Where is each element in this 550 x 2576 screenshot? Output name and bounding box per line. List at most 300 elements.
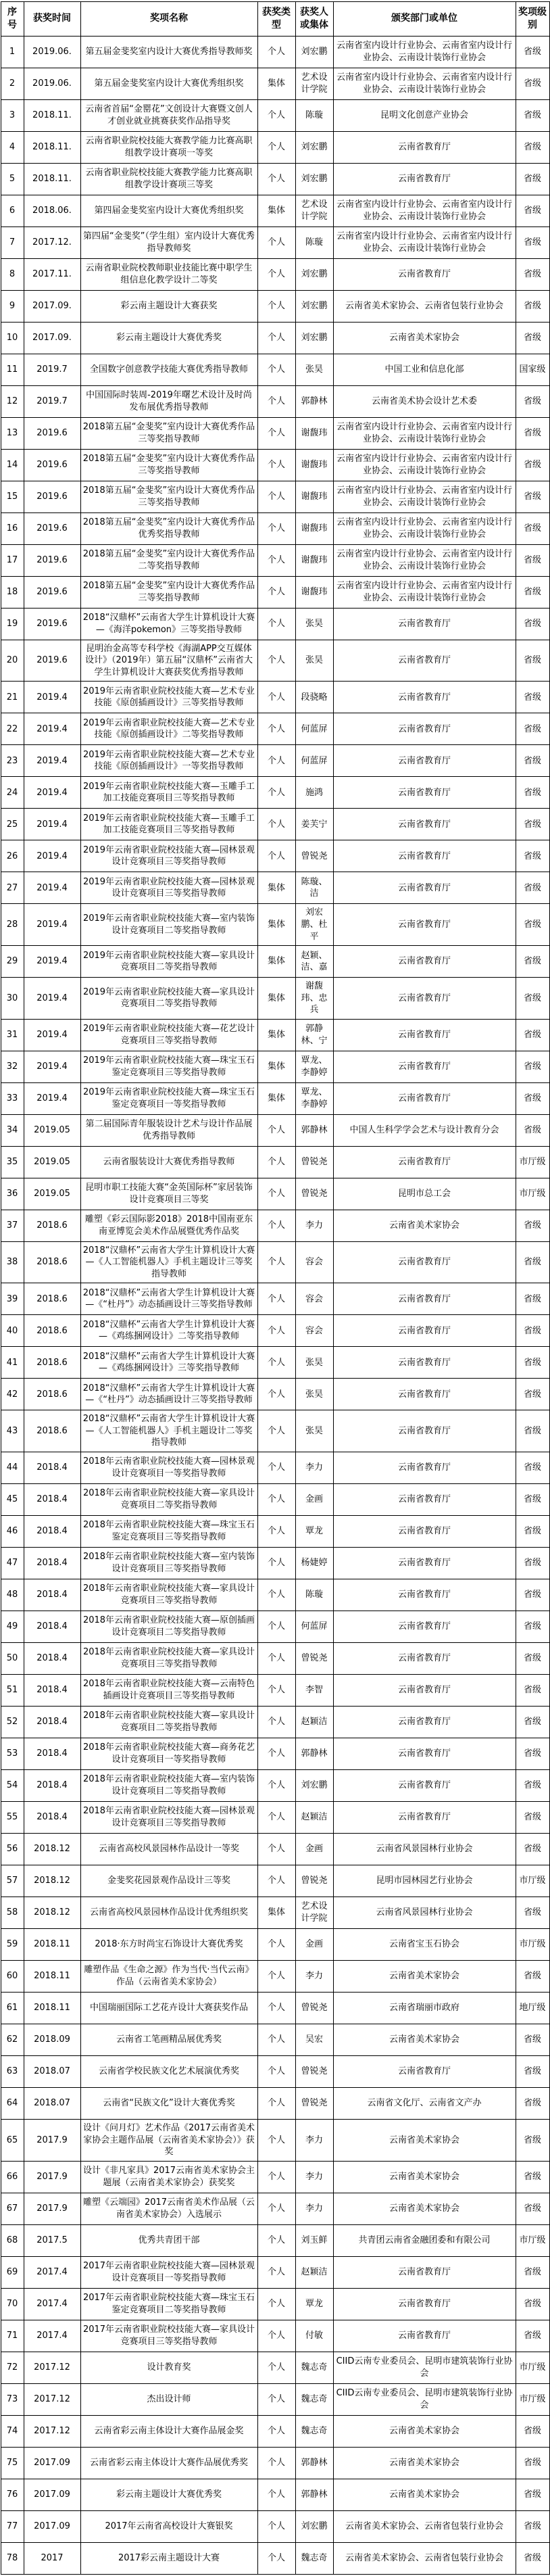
cell-date: 2018.09	[24, 2024, 80, 2055]
cell-award-name: 2017年云南省职业院校技能大赛—园林景观设计竞赛项目一等奖指导教师	[80, 2256, 257, 2288]
cell-index: 58	[1, 1897, 24, 1928]
cell-award-type: 个人	[257, 1146, 295, 1178]
cell-index: 71	[1, 2320, 24, 2352]
cell-award-type: 个人	[257, 1611, 295, 1642]
cell-award-name: 2019年云南省职业院校技能大赛—家具设计竞赛项目二等奖指导教师	[80, 946, 257, 978]
cell-index: 22	[1, 713, 24, 745]
cell-recipient: 谢馥玮	[295, 512, 333, 544]
cell-recipient: 李力	[295, 2193, 333, 2224]
cell-level: 省级	[516, 68, 549, 99]
cell-recipient: 吴宏	[295, 2024, 333, 2055]
cell-recipient: 刘宏鹏	[295, 131, 333, 163]
cell-index: 29	[1, 946, 24, 978]
cell-award-name: 昆明治金高等专科学校《海湖APP交互媒体设计》（2019年）第五届“汉鼎杯”云南省大学生计算机设计大赛获奖优秀指导教师	[80, 640, 257, 682]
cell-index: 44	[1, 1452, 24, 1483]
cell-award-name: 2018“汉鼎杯”云南省大学生计算机设计大赛—《鸡练捆网设计》三等奖指导教师	[80, 1347, 257, 1379]
cell-award-name: 云南省彩云南主体设计大赛作品展优秀奖	[80, 2447, 257, 2479]
cell-level: 省级	[516, 809, 549, 840]
cell-index: 35	[1, 1146, 24, 1178]
cell-award-name: 2019年云南省职业院校技能大赛—艺术专业技能《原创插画设计》三等奖指导教师	[80, 682, 257, 713]
cell-recipient: 刘玉鲜	[295, 2224, 333, 2256]
cell-recipient: 李力	[295, 1452, 333, 1483]
cell-issuer: 云南省美术家协会	[333, 1960, 516, 1992]
cell-recipient: 赵颖洁	[295, 1801, 333, 1833]
table-row	[1, 1210, 549, 1241]
cell-issuer: 云南省教育厅	[333, 1410, 516, 1452]
table-row	[1, 904, 549, 946]
cell-index: 73	[1, 2383, 24, 2415]
cell-issuer: 云南省美术家协会	[333, 2415, 516, 2447]
cell-level: 省级	[516, 872, 549, 904]
cell-index: 52	[1, 1706, 24, 1738]
cell-issuer: 云南省教育厅	[333, 777, 516, 809]
cell-recipient: 赵颖、洁、嘉	[295, 946, 333, 978]
table-row	[1, 1769, 549, 1801]
cell-recipient: 艺术设计学院	[295, 1897, 333, 1928]
cell-award-name: 云南省学校民族文化艺术展演优秀奖	[80, 2055, 257, 2087]
cell-recipient: 张昊	[295, 354, 333, 385]
cell-issuer: 云南省教育厅	[333, 1051, 516, 1082]
cell-level: 省级	[516, 1315, 549, 1347]
table-row	[1, 2510, 549, 2542]
cell-date: 2019.4	[24, 840, 80, 872]
cell-recipient: 杨婕婷	[295, 1547, 333, 1579]
cell-date: 2018.4	[24, 1769, 80, 1801]
cell-recipient: 付敏	[295, 2320, 333, 2352]
cell-level: 市厅级	[516, 2352, 549, 2383]
cell-recipient: 赵颖洁	[295, 1706, 333, 1738]
cell-issuer: 云南省教育厅	[333, 682, 516, 713]
cell-award-type: 个人	[257, 576, 295, 608]
cell-date: 2018.4	[24, 1738, 80, 1769]
table-row	[1, 576, 549, 608]
cell-award-type: 个人	[257, 1833, 295, 1865]
cell-award-name: 第五届金斐奖室内设计大赛优秀指导教师奖	[80, 36, 257, 68]
cell-date: 2018.6	[24, 1241, 80, 1283]
cell-award-name: 2018年云南省职业院校技能大赛—园林景观设计竞赛项目三等奖指导教师	[80, 1801, 257, 1833]
table-row	[1, 2055, 549, 2087]
cell-index: 61	[1, 1992, 24, 2024]
cell-award-name: 2018“汉鼎杯”云南省大学生计算机设计大赛—《“杜丹”》动态插画设计三等奖指导教师	[80, 1283, 257, 1315]
table-row	[1, 608, 549, 640]
cell-award-name: 2018年云南省职业院校技能大赛—园林景观设计竞赛项目一等奖指导教师	[80, 1452, 257, 1483]
cell-award-name: 2018第五届“金斐奖”室内设计大赛优秀作品三等奖指导教师	[80, 481, 257, 512]
cell-level: 国家级	[516, 354, 549, 385]
cell-date: 2018.4	[24, 1515, 80, 1547]
cell-recipient: 刘宏鹏	[295, 163, 333, 195]
table-row	[1, 322, 549, 354]
cell-award-name: 云南省职业院校教师职业技能比赛中职学生组信息化教学设计二等奖	[80, 258, 257, 290]
cell-award-name: 优秀共青团干部	[80, 2224, 257, 2256]
cell-recipient: 郭静林	[295, 2479, 333, 2510]
cell-issuer: 云南省教育厅	[333, 2320, 516, 2352]
cell-issuer: 云南省教育厅	[333, 163, 516, 195]
cell-award-name: 第四届“金斐奖”（学生组）室内设计大赛优秀指导教师奖	[80, 226, 257, 258]
cell-recipient: 张昊	[295, 640, 333, 682]
cell-issuer: 云南省教育厅	[333, 1801, 516, 1833]
table-row	[1, 290, 549, 322]
cell-date: 2017	[24, 2542, 80, 2574]
cell-date: 2017.4	[24, 2288, 80, 2320]
cell-level: 省级	[516, 1410, 549, 1452]
cell-date: 2017.09.	[24, 290, 80, 322]
table-row	[1, 2383, 549, 2415]
cell-index: 60	[1, 1960, 24, 1992]
cell-award-name: 2019年云南省职业院校技能大赛—家具设计竞赛项目二等奖指导教师	[80, 978, 257, 1020]
cell-recipient: 覃龙、李静婷	[295, 1082, 333, 1114]
table-row	[1, 2352, 549, 2383]
cell-level: 省级	[516, 1452, 549, 1483]
cell-recipient: 张昊	[295, 608, 333, 640]
cell-index: 62	[1, 2024, 24, 2055]
cell-recipient: 容会	[295, 1241, 333, 1283]
cell-level: 省级	[516, 640, 549, 682]
cell-recipient: 李力	[295, 2119, 333, 2161]
cell-level: 省级	[516, 1347, 549, 1379]
cell-award-type: 个人	[257, 1347, 295, 1379]
cell-award-type: 个人	[257, 2024, 295, 2055]
cell-date: 2019.4	[24, 904, 80, 946]
cell-level: 省级	[516, 1801, 549, 1833]
table-row	[1, 258, 549, 290]
cell-level: 市厅级	[516, 1178, 549, 1210]
cell-date: 2018.07	[24, 2087, 80, 2119]
cell-award-name: 云南省首届“金罂花”文创设计大赛暨文创人才创业就业挑赛获奖作品指导奖	[80, 99, 257, 131]
cell-index: 18	[1, 576, 24, 608]
cell-date: 2018.4	[24, 1547, 80, 1579]
cell-date: 2019.05	[24, 1114, 80, 1146]
cell-index: 25	[1, 809, 24, 840]
cell-recipient: 陈璇	[295, 99, 333, 131]
cell-award-type: 个人	[257, 2352, 295, 2383]
cell-date: 2017.09	[24, 2479, 80, 2510]
table-row	[1, 745, 549, 777]
cell-index: 65	[1, 2119, 24, 2161]
cell-award-name: 全国数字创意教学技能大赛优秀指导教师	[80, 354, 257, 385]
cell-award-name: 中国国际时装周-2019年曙艺术设计及时尚发布展优秀指导教师	[80, 385, 257, 417]
cell-index: 54	[1, 1769, 24, 1801]
header-cell-issuer: 颁奖部门或单位	[333, 2, 516, 37]
cell-issuer: 云南省教育厅	[333, 608, 516, 640]
table-row	[1, 68, 549, 99]
cell-date: 2017.09	[24, 2447, 80, 2479]
cell-award-type: 个人	[257, 1283, 295, 1315]
cell-award-name: 雕塑《云端园》2017云南省美术作品展（云南省美术家协会）入选展示	[80, 2193, 257, 2224]
cell-award-type: 个人	[257, 1674, 295, 1706]
cell-award-name: 设计《问月灯》艺术作品《2017云南省美术家协会主题作品展（云南省美术家协会）》获奖	[80, 2119, 257, 2161]
table-row	[1, 1738, 549, 1769]
cell-award-name: 2018“汉鼎杯”云南省大学生计算机设计大赛—《人工智能机器人》手机主题设计三等奖指导教师	[80, 1241, 257, 1283]
cell-date: 2018.6	[24, 1410, 80, 1452]
cell-award-type: 个人	[257, 2383, 295, 2415]
cell-issuer: 云南省教育厅	[333, 872, 516, 904]
cell-index: 17	[1, 544, 24, 576]
cell-index: 66	[1, 2161, 24, 2193]
cell-recipient: 施鸿	[295, 777, 333, 809]
cell-recipient: 曾锐尧	[295, 1992, 333, 2024]
cell-index: 75	[1, 2447, 24, 2479]
cell-award-type: 个人	[257, 1769, 295, 1801]
table-row	[1, 2415, 549, 2447]
cell-level: 省级	[516, 195, 549, 226]
cell-award-type: 个人	[257, 1865, 295, 1897]
cell-issuer: 云南省室内设计行业协会、云南省室内设计行业协会、云南设计装饰行业协会	[333, 481, 516, 512]
cell-award-name: 设计教育奖	[80, 2352, 257, 2383]
cell-issuer: 云南省风景园林行业协会	[333, 1897, 516, 1928]
cell-award-type: 个人	[257, 1241, 295, 1283]
cell-level: 省级	[516, 1960, 549, 1992]
header-cell-award-type: 获奖类型	[257, 2, 295, 37]
cell-award-name: 雕塑《彩云国际影2018》2018中国南亚东南亚博览会美术作品展暨优秀作品奖	[80, 1210, 257, 1241]
cell-recipient: 郭静林	[295, 2447, 333, 2479]
cell-award-type: 个人	[257, 608, 295, 640]
cell-award-type: 个人	[257, 1315, 295, 1347]
cell-index: 63	[1, 2055, 24, 2087]
cell-award-name: 设计《非凡家具》2017云南省美术家协会主题展（云南省美术家协会）获奖奖	[80, 2161, 257, 2193]
cell-award-type: 个人	[257, 512, 295, 544]
cell-date: 2019.4	[24, 682, 80, 713]
cell-issuer: 云南省教育厅	[333, 1706, 516, 1738]
cell-date: 2019.6	[24, 640, 80, 682]
cell-index: 11	[1, 354, 24, 385]
cell-award-type: 集体	[257, 1051, 295, 1082]
cell-award-name: 云南省高校风景园林作品设计一等奖	[80, 1833, 257, 1865]
cell-award-name: 2018年云南省职业院校技能大赛—家具设计竞赛项目三等奖指导教师	[80, 1642, 257, 1674]
cell-award-name: 2018“汉鼎杯”云南省大学生计算机设计大赛—《“杜丹”》动态插画设计三等奖指导教师	[80, 1379, 257, 1410]
table-row	[1, 872, 549, 904]
cell-award-type: 个人	[257, 2320, 295, 2352]
cell-recipient: 魏志奇	[295, 2383, 333, 2415]
cell-award-name: 云南省高校风景园林作品设计优秀组织奖	[80, 1897, 257, 1928]
cell-index: 9	[1, 290, 24, 322]
cell-index: 56	[1, 1833, 24, 1865]
cell-issuer: 云南省室内设计行业协会、云南省室内设计行业协会、云南设计装饰行业协会	[333, 449, 516, 481]
cell-index: 53	[1, 1738, 24, 1769]
cell-recipient: 魏志奇	[295, 2415, 333, 2447]
table-row	[1, 640, 549, 682]
cell-award-type: 个人	[257, 2193, 295, 2224]
table-row	[1, 163, 549, 195]
cell-recipient: 覃龙	[295, 2288, 333, 2320]
cell-issuer: 云南省美术家协会	[333, 1210, 516, 1241]
cell-index: 6	[1, 195, 24, 226]
table-row	[1, 1379, 549, 1410]
cell-recipient: 陈璇	[295, 226, 333, 258]
table-header-row	[1, 2, 549, 37]
cell-index: 74	[1, 2415, 24, 2447]
cell-level: 省级	[516, 544, 549, 576]
cell-recipient: 魏志奇	[295, 2542, 333, 2574]
cell-award-type: 个人	[257, 1515, 295, 1547]
cell-issuer: 云南省美术协会设计艺术委	[333, 385, 516, 417]
cell-date: 2018.11	[24, 1992, 80, 2024]
header-cell-index: 序号	[1, 2, 24, 37]
cell-level: 省级	[516, 745, 549, 777]
cell-date: 2018.11.	[24, 131, 80, 163]
header-cell-recipient: 获奖人或集体	[295, 2, 333, 37]
cell-date: 2017.9	[24, 2119, 80, 2161]
cell-award-type: 个人	[257, 1114, 295, 1146]
cell-date: 2019.4	[24, 1051, 80, 1082]
cell-index: 67	[1, 2193, 24, 2224]
table-row	[1, 2087, 549, 2119]
cell-recipient: 曾锐尧	[295, 1865, 333, 1897]
cell-award-type: 个人	[257, 1928, 295, 1960]
cell-index: 39	[1, 1283, 24, 1315]
cell-award-type: 个人	[257, 1178, 295, 1210]
table-row	[1, 1801, 549, 1833]
cell-recipient: 张昊	[295, 1410, 333, 1452]
table-row	[1, 1515, 549, 1547]
cell-level: 市厅级	[516, 2383, 549, 2415]
cell-level: 省级	[516, 131, 549, 163]
cell-index: 70	[1, 2288, 24, 2320]
cell-award-name: 2017彩云南主题设计大赛	[80, 2542, 257, 2574]
cell-award-name: 2019年云南省职业院校技能大赛—珠宝玉石鉴定竞赛项目一等奖指导教师	[80, 1082, 257, 1114]
cell-award-type: 个人	[257, 385, 295, 417]
cell-date: 2019.4	[24, 1082, 80, 1114]
cell-date: 2017.9	[24, 2193, 80, 2224]
table-row	[1, 1674, 549, 1706]
cell-index: 33	[1, 1082, 24, 1114]
cell-index: 14	[1, 449, 24, 481]
table-row	[1, 946, 549, 978]
cell-index: 7	[1, 226, 24, 258]
cell-index: 8	[1, 258, 24, 290]
cell-index: 76	[1, 2479, 24, 2510]
cell-recipient: 何蓝屏	[295, 713, 333, 745]
table-row	[1, 1642, 549, 1674]
cell-award-name: 云南省工笔画精品展优秀奖	[80, 2024, 257, 2055]
cell-date: 2019.05	[24, 1178, 80, 1210]
cell-issuer: 云南省室内设计行业协会、云南省室内设计行业协会、云南设计装饰行业协会	[333, 68, 516, 99]
table-row	[1, 1897, 549, 1928]
table-row	[1, 354, 549, 385]
cell-index: 59	[1, 1928, 24, 1960]
cell-issuer: 云南省室内设计行业协会、云南省室内设计行业协会、云南设计装饰行业协会	[333, 417, 516, 449]
cell-recipient: 刘宏鹏	[295, 2510, 333, 2542]
table-row	[1, 1706, 549, 1738]
table-row	[1, 1992, 549, 2024]
cell-issuer: 云南省美术家协会	[333, 2447, 516, 2479]
cell-award-type: 个人	[257, 1210, 295, 1241]
cell-date: 2018.4	[24, 1674, 80, 1706]
cell-index: 57	[1, 1865, 24, 1897]
table-row	[1, 1315, 549, 1347]
cell-recipient: 姜芙宁	[295, 809, 333, 840]
cell-date: 2019.6	[24, 512, 80, 544]
cell-date: 2018.4	[24, 1452, 80, 1483]
cell-date: 2018.11.	[24, 99, 80, 131]
cell-index: 13	[1, 417, 24, 449]
cell-index: 4	[1, 131, 24, 163]
cell-recipient: 刘宏鹏	[295, 322, 333, 354]
cell-level: 省级	[516, 2055, 549, 2087]
cell-index: 51	[1, 1674, 24, 1706]
cell-issuer: CIID云南专业委员会、昆明市建筑装饰行业协会	[333, 2383, 516, 2415]
cell-recipient: 曾锐尧	[295, 1178, 333, 1210]
cell-recipient: 张昊	[295, 1347, 333, 1379]
cell-level: 省级	[516, 1114, 549, 1146]
cell-issuer: 云南省教育厅	[333, 1241, 516, 1283]
awards-table	[1, 1, 550, 2575]
cell-issuer: 中国人生科学学会艺术与设计教育分会	[333, 1114, 516, 1146]
cell-award-name: 金斐奖花园景观作品设计三等奖	[80, 1865, 257, 1897]
cell-index: 28	[1, 904, 24, 946]
cell-level: 省级	[516, 258, 549, 290]
cell-recipient: 刘宏鹏	[295, 258, 333, 290]
cell-recipient: 李力	[295, 2161, 333, 2193]
cell-date: 2019.05	[24, 1146, 80, 1178]
cell-date: 2018.6	[24, 1347, 80, 1379]
cell-date: 2019.6	[24, 417, 80, 449]
cell-issuer: 云南省瑞丽市政府	[333, 1992, 516, 2024]
cell-award-type: 个人	[257, 1579, 295, 1611]
cell-award-name: 云南省职业院校技能大赛教学能力比赛高职组教学设计赛项三等奖	[80, 163, 257, 195]
cell-level: 省级	[516, 608, 549, 640]
cell-award-name: 第四届金斐奖室内设计大赛优秀组织奖	[80, 195, 257, 226]
cell-award-name: 2018年云南省职业院校技能大赛—商务花艺设计竞赛项目一等奖指导教师	[80, 1738, 257, 1769]
cell-index: 23	[1, 745, 24, 777]
cell-index: 40	[1, 1315, 24, 1347]
cell-date: 2018.4	[24, 1642, 80, 1674]
cell-recipient: 李力	[295, 1960, 333, 1992]
cell-index: 16	[1, 512, 24, 544]
cell-award-type: 个人	[257, 1483, 295, 1515]
cell-index: 24	[1, 777, 24, 809]
cell-index: 30	[1, 978, 24, 1020]
cell-award-type: 个人	[257, 1642, 295, 1674]
cell-award-type: 个人	[257, 322, 295, 354]
cell-award-name: 2018年云南省职业院校技能大赛—室内装饰设计竞赛项目二等奖指导教师	[80, 1769, 257, 1801]
cell-recipient: 段骁略	[295, 682, 333, 713]
cell-recipient: 金画	[295, 1833, 333, 1865]
cell-issuer: 云南省教育厅	[333, 640, 516, 682]
cell-level: 省级	[516, 2256, 549, 2288]
cell-award-name: 彩云南主题设计大赛获奖	[80, 290, 257, 322]
cell-level: 省级	[516, 576, 549, 608]
cell-award-type: 个人	[257, 640, 295, 682]
cell-award-name: 2019年云南省职业院校技能大赛—玉雕手工加工技能竞赛项目三等奖指导教师	[80, 777, 257, 809]
cell-recipient: 曾锐尧	[295, 2087, 333, 2119]
cell-date: 2018.11	[24, 1960, 80, 1992]
cell-recipient: 刘宏鹏、杜平	[295, 904, 333, 946]
cell-issuer: 云南省教育厅	[333, 1547, 516, 1579]
cell-recipient: 郭静林	[295, 385, 333, 417]
cell-issuer: 云南省教育厅	[333, 1379, 516, 1410]
cell-award-type: 个人	[257, 481, 295, 512]
cell-recipient: 郭静林	[295, 1114, 333, 1146]
cell-issuer: 云南省教育厅	[333, 1515, 516, 1547]
cell-issuer: 云南省教育厅	[333, 946, 516, 978]
table-row	[1, 1241, 549, 1283]
cell-date: 2019.6	[24, 608, 80, 640]
table-row	[1, 1178, 549, 1210]
cell-issuer: 云南省教育厅	[333, 1452, 516, 1483]
cell-award-type: 个人	[257, 2224, 295, 2256]
cell-date: 2017.12	[24, 2383, 80, 2415]
cell-issuer: 云南省教育厅	[333, 1579, 516, 1611]
cell-award-type: 个人	[257, 2479, 295, 2510]
cell-award-type: 个人	[257, 449, 295, 481]
table-row	[1, 2479, 549, 2510]
cell-level: 省级	[516, 481, 549, 512]
cell-award-name: 云南省彩云南主体设计大赛作品展金奖	[80, 2415, 257, 2447]
table-row	[1, 1547, 549, 1579]
cell-level: 省级	[516, 1283, 549, 1315]
cell-award-type: 集体	[257, 68, 295, 99]
cell-award-name: 2019年云南省职业院校技能大赛—园林景观设计竞赛项目三等奖指导教师	[80, 840, 257, 872]
